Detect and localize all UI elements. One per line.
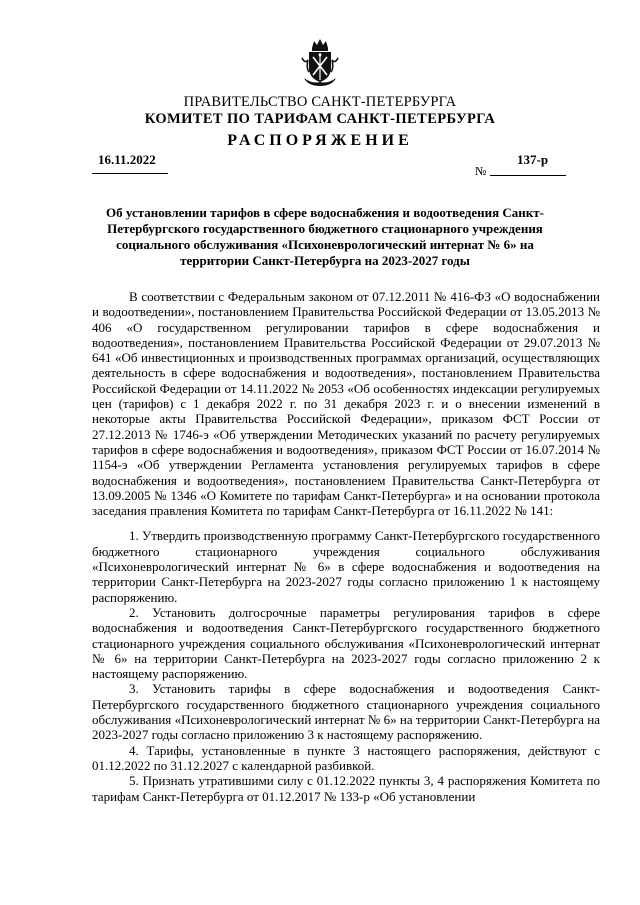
document-number: 137-р — [517, 152, 549, 167]
document-body — [92, 289, 600, 804]
government-name: ПРАВИТЕЛЬСТВО САНКТ-ПЕТЕРБУРГА — [183, 94, 457, 110]
list-item: 5. Признать утратившими силу с 01.12.2022 пункты 3, 4 распоряжения Комитета по тарифам Санкт-Петербурга от 01.12.2017 № 133-р «Об установлении — [92, 773, 600, 804]
number-underline — [490, 175, 566, 176]
list-item: 4. Тарифы, установленные в пункте 3 настоящего распоряжения, действуют с 01.12.2022 по 31.12.2027 с календарной разбивкой. — [92, 742, 600, 773]
list-item: 1. Утвердить производственную программу Санкт-Петербургского государственного бюджетного стационарного учреждения социального обслуживания «Психоневрологический интернат № 6» в сфере водоснабжения и водоотведения на территории Санкт-Петербурга на 2023-2027 годы согласно приложению 1 к настоящему распоряжению. — [92, 528, 600, 605]
preamble-paragraph: В соответствии с Федеральным законом от 07.12.2011 № 416-ФЗ «О водоснабжении и водоотведении», постановлением Правительства Российской Федерации от 13.05.2013 № 406 «О государственном регулировании тарифов в сфере водоснабжения и водоотведения», постановлением Правительства Российской Федерации от 29.07.2013 № 641 «Об инвестиционных и производственных программах организаций, осуществляющих деятельность в сфере водоснабжения и водоотведения», постановлением Правительства Российской Федерации от 14.11.2022 № 2053 «Об особенностях индексации регулируемых цен (тарифов) с 1 декабря 2022 г. по 31 декабря 2023 г. и о внесении изменений в некоторые акты Правительства Российской Федерации», приказом ФСТ России от 27.12.2013 № 1746-э «Об утверждении Методических указаний по расчету регулируемых тарифов в сфере водоснабжения и водоотведения», приказом ФСТ России от 16.07.2014 № 1154-э «Об утверждении Регламента установления регулируемых тарифов в сфере водоснабжения и водоотведения», постановлением Правительства Санкт-Петербурга от 13.09.2005 № 1346 «О Комитете по тарифам Санкт-Петербурга» и на основании протокола заседания правления Комитета по тарифам Санкт-Петербурга от 16.11.2022 № 141: — [92, 289, 600, 519]
committee-name: КОМИТЕТ ПО ТАРИФАМ САНКТ-ПЕТЕРБУРГА — [144, 111, 496, 127]
document-title: Об установлении тарифов в сфере водоснабжения и водоотведения Санкт-Петербургского государственного бюджетного стационарного учреждения социального обслуживания «Психоневрологический интернат № 6» на территории Санкт-Петербурга на 2023-2027 годы — [106, 205, 544, 268]
list-item: 3. Установить тарифы в сфере водоснабжения и водоотведения Санкт-Петербургского государственного бюджетного стационарного учреждения социального обслуживания «Психоневрологический интернат № 6» на территории Санкт-Петербурга на 2023-2027 годы согласно приложению 3 к настоящему распоряжению. — [92, 681, 600, 743]
date-underline — [92, 173, 168, 174]
list-item: 2. Установить долгосрочные параметры регулирования тарифов в сфере водоснабжения и водоотведения Санкт-Петербургского государственного бюджетного стационарного учреждения социального обслуживания «Психоневрологический интернат № 6» на территории Санкт-Петербурга на 2023-2027 годы согласно приложению 2 к настоящему распоряжению. — [92, 604, 600, 682]
number-label: № — [475, 164, 487, 178]
document-date: 16.11.2022 — [98, 152, 156, 167]
document-type: РАСПОРЯЖЕНИЕ — [227, 132, 413, 149]
st-petersburg-coat-of-arms-icon — [298, 38, 342, 88]
